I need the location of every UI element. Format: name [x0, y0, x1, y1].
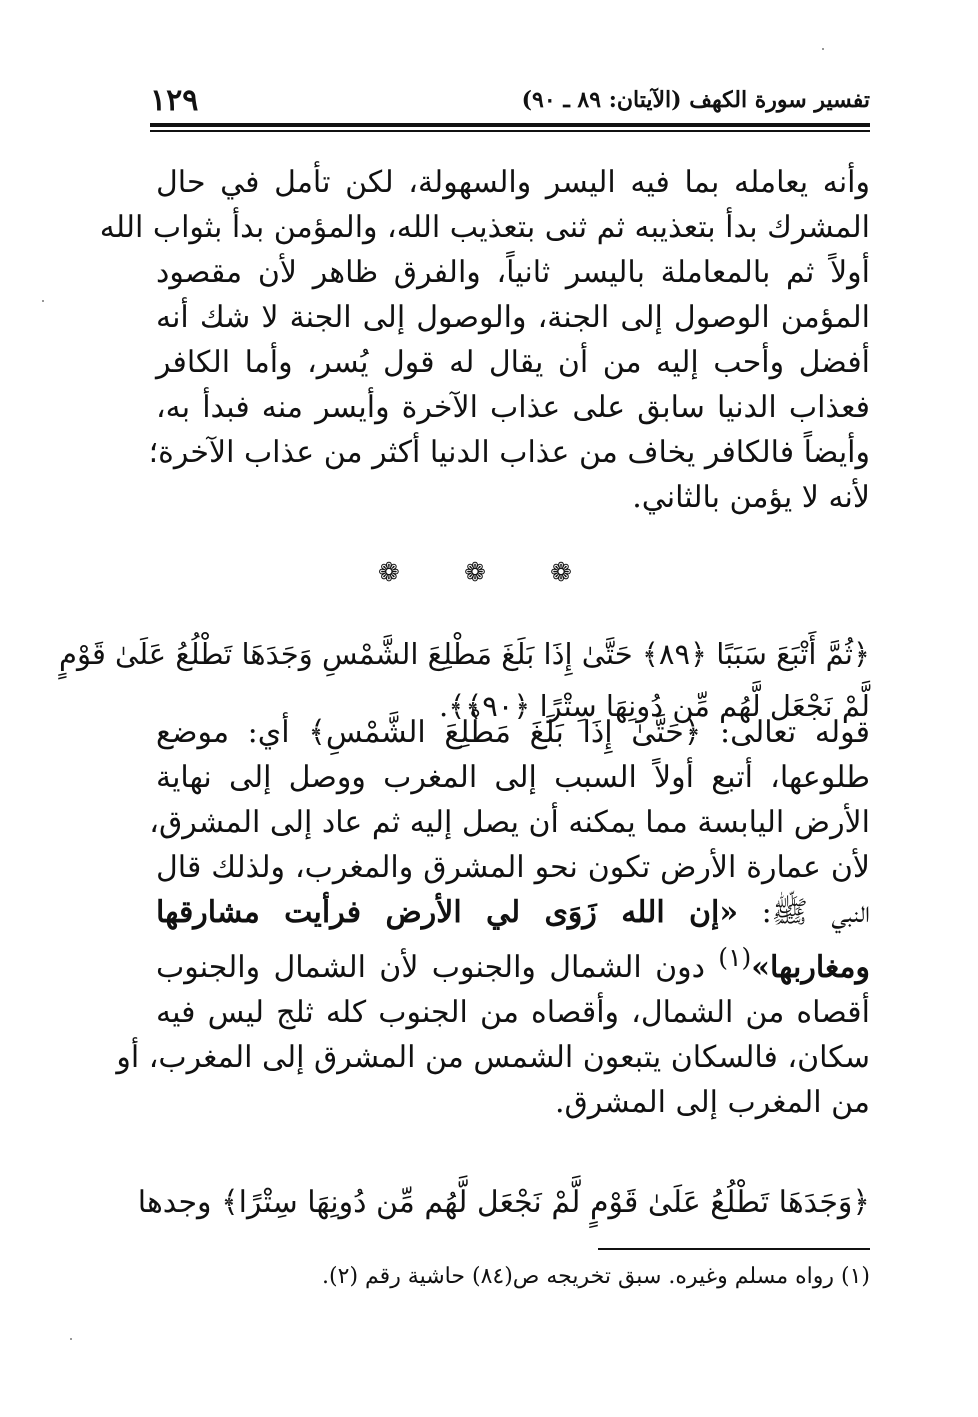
hadith-quote-end: ومغاربها» [751, 950, 870, 985]
text-line: أقصاه من الشمال، وأقصاه من الجنوب كله ثلج ليس فيه [156, 995, 870, 1030]
text-line: المؤمن الوصول إلى الجنة، والوصول إلى الجنة لا شك أنه [156, 300, 870, 335]
text-line: طلوعها، أتبع أولاً السبب إلى المغرب ووصل إلى نهاية [156, 760, 870, 795]
text-line: أفضل وأحب إليه من أن يقال له قول يُسر، وأما الكافر [156, 345, 870, 380]
text-line: قوله تعالى: ﴿حَتَّىٰ إِذَا بَلَغَ مَطْلِعَ الشَّمْسِ﴾ أي: موضع [156, 715, 870, 750]
scan-speck [822, 48, 824, 50]
text-line: سكان، فالسكان يتبعون الشمس من المشرق إلى المغرب، أو [116, 1040, 870, 1075]
running-title: تفسير سورة الكهف (الآيتان: ٨٩ ـ ٩٠) [521, 87, 870, 113]
text-line: لأن عمارة الأرض تكون نحو المشرق والمغرب، ولذلك قال [156, 850, 870, 885]
text-line [156, 935, 870, 990]
section-separator: ❁ ❁ ❁ [378, 558, 600, 588]
scan-speck [70, 1338, 72, 1340]
paragraph-1 [99, 160, 870, 520]
text-line: فعذاب الدنيا سابق على عذاب الآخرة وأيسر منه فبدأ به، [156, 390, 870, 425]
paragraph-2 [116, 710, 871, 1125]
page-header [150, 85, 870, 121]
footnote: (١) رواه مسلم وغيره. سبق تخريجه ص(٨٤) حاشية رقم (٢). [322, 1264, 870, 1289]
header-rule-thick [150, 123, 870, 127]
text-segment: دون الشمال والجنوب لأن الشمال والجنوب [156, 950, 719, 985]
footnote-marker[interactable]: (١) [718, 943, 752, 972]
text-line: وأيضاً فالكافر يخاف من عذاب الدنيا أكثر من عذاب الآخرة؛ [148, 435, 870, 470]
text-line: وأنه يعامله بما فيه اليسر والسهولة، لكن تأمل في حال [156, 165, 870, 200]
footnote-rule [598, 1248, 870, 1250]
text-line: أولاً ثم بالمعاملة باليسر ثانياً، والفرق ظاهر لأن مقصود [156, 255, 870, 290]
text-line: الأرض اليابسة مما يمكنه أن يصل إليه ثم عاد إلى المشرق، [149, 805, 870, 840]
verse-line: لَّمْ نَجْعَل لَّهُم مِّن دُونِهَا سِتْرًا ﴿٩٠﴾﴾. [439, 689, 870, 723]
paragraph-3 [137, 1180, 870, 1225]
text-line: لأنه لا يؤمن بالثاني. [632, 480, 870, 515]
text-line [156, 890, 870, 935]
text-line: من المغرب إلى المشرق. [554, 1085, 870, 1120]
hadith-quote: «إن الله زَوَى لي الأرض فرأيت مشارقها [156, 895, 739, 930]
text-line: المشرك بدأ بتعذيبه ثم ثنى بتعذيب الله، والمؤمن بدأ بثواب الله [99, 210, 870, 245]
prophet-mention: النبي ﷺ: [738, 895, 871, 930]
verse-line: ﴿ثُمَّ أَتْبَعَ سَبَبًا ﴿٨٩﴾ حَتَّىٰ إِذَا بَلَغَ مَطْلِعَ الشَّمْسِ وَجَدَهَا تَطْلُعُ عَلَىٰ قَوْمٍ [59, 637, 870, 671]
text-line: ﴿وَجَدَهَا تَطْلُعُ عَلَىٰ قَوْمٍ لَّمْ نَجْعَل لَّهُم مِّن دُونِهَا سِتْرًا﴾ وجدها [137, 1185, 870, 1220]
page-number: ١٢٩ [150, 83, 199, 118]
scan-speck [42, 300, 44, 302]
header-rule-thin [150, 130, 870, 132]
